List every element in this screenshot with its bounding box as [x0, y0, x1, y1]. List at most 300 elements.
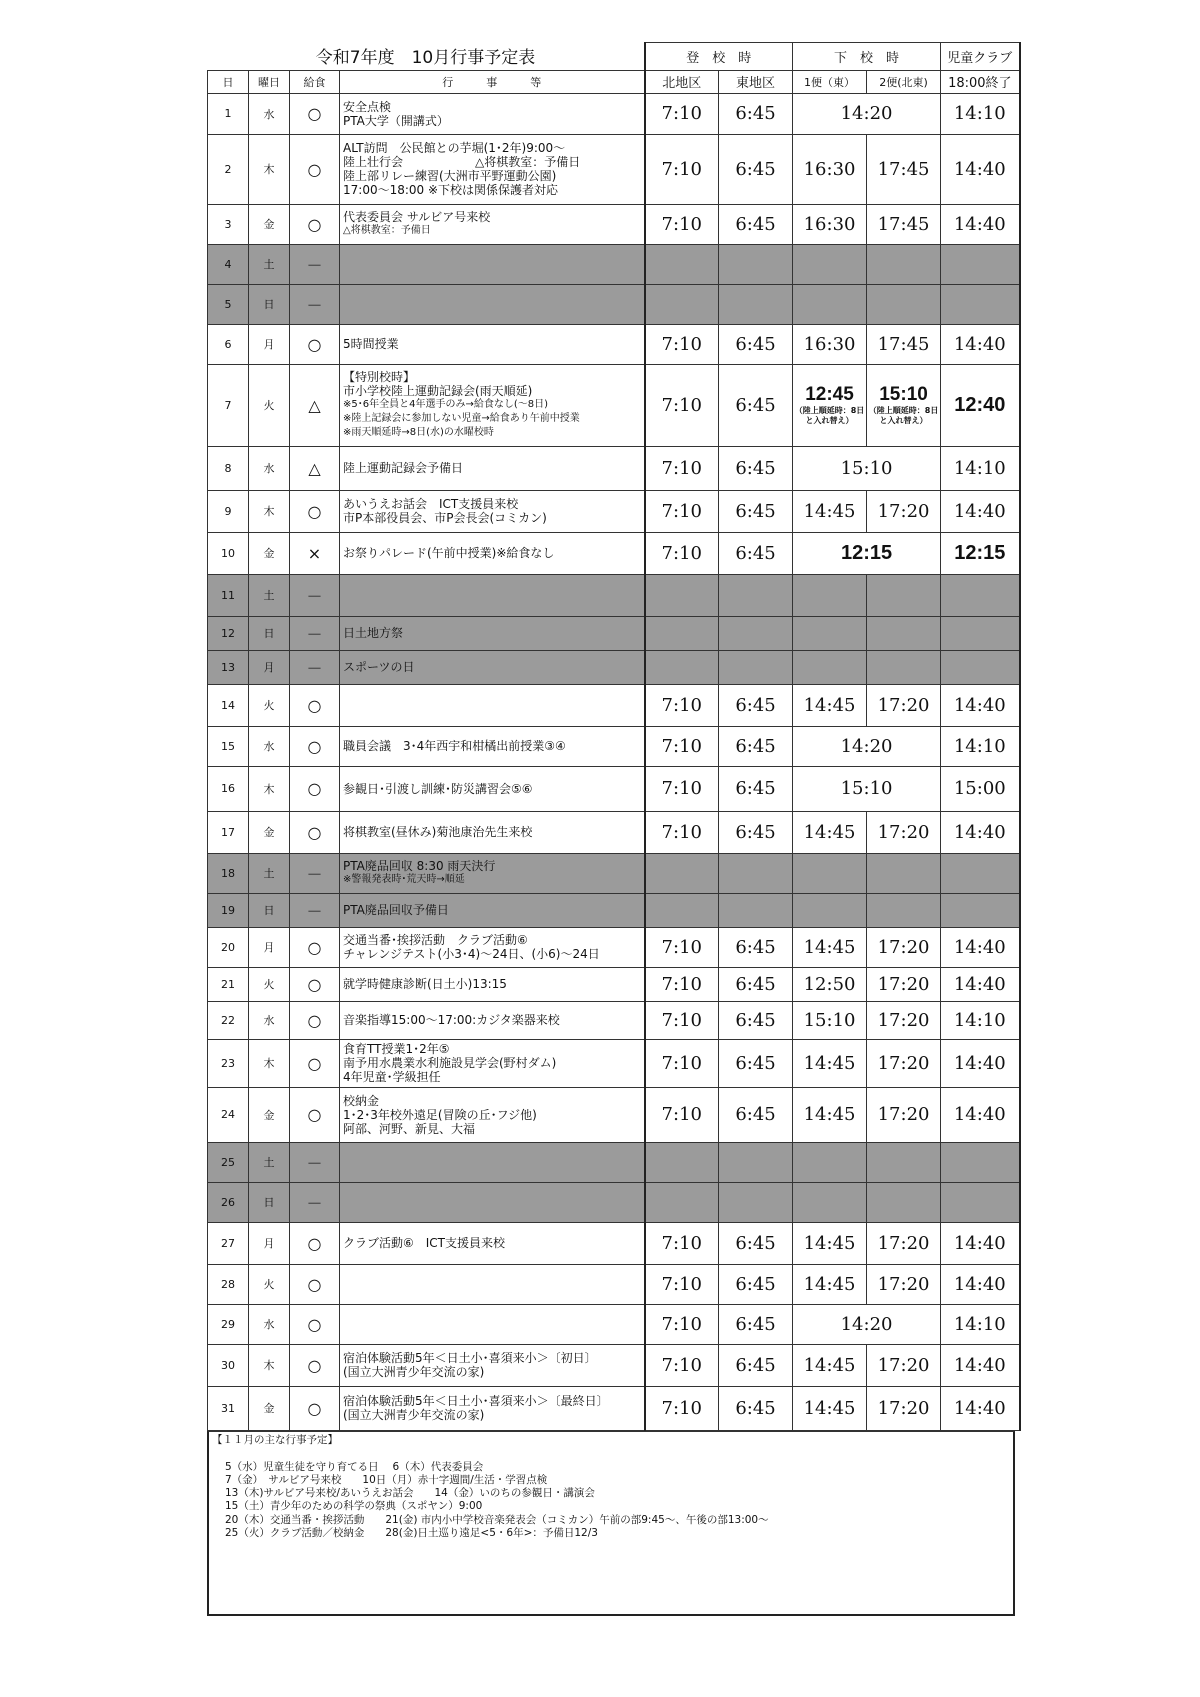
- weekday-cell: 月: [249, 927, 290, 967]
- bus1-header: 1便（東）: [793, 70, 867, 93]
- table-row: [208, 616, 1020, 650]
- lunch-cell: －: [290, 650, 340, 684]
- club-cell: [941, 1142, 1020, 1182]
- bus1-cell: 14:45: [793, 1386, 867, 1430]
- table-row: [208, 811, 1020, 853]
- north-arrival-cell: 7:10: [645, 811, 719, 853]
- day-cell: 16: [208, 766, 249, 811]
- club-cell: 14:10: [941, 446, 1020, 490]
- event-line: 日土地方祭: [343, 626, 404, 640]
- event-line: 宿泊体験活動5年＜日土小･喜須来小＞〔最終日〕: [343, 1394, 609, 1408]
- bus2-cell: [867, 284, 941, 324]
- day-cell: 27: [208, 1222, 249, 1264]
- table-row: [208, 1304, 1020, 1344]
- events-header: 行 事 等: [340, 70, 645, 93]
- east-arrival-cell: 6:45: [719, 532, 793, 574]
- event-line: 職員会議 3･4年西宇和柑橘出前授業③④: [343, 739, 566, 753]
- north-arrival-cell: 7:10: [645, 927, 719, 967]
- weekday-cell: 日: [249, 616, 290, 650]
- weekday-cell: 土: [249, 574, 290, 616]
- bus2-cell: [867, 1142, 941, 1182]
- lunch-cell: ○: [290, 324, 340, 364]
- club-cell: 14:40: [941, 927, 1020, 967]
- club-cell: [941, 244, 1020, 284]
- bus1-cell: 15:10: [793, 1001, 867, 1039]
- events-cell: [340, 1264, 645, 1304]
- weekday-cell: 水: [249, 93, 290, 134]
- event-line: 市小学校陸上運動記録会(雨天順延): [343, 384, 533, 398]
- day-cell: 19: [208, 893, 249, 927]
- north-arrival-cell: 7:10: [645, 1264, 719, 1304]
- north-cell: [645, 574, 719, 616]
- club-cell: 14:40: [941, 1222, 1020, 1264]
- dismissal-cell: 14:20: [793, 1304, 941, 1344]
- east-arrival-cell: 6:45: [719, 324, 793, 364]
- club-cell: 14:40: [941, 1087, 1020, 1142]
- weekday-cell: 水: [249, 1001, 290, 1039]
- east-arrival-cell: 6:45: [719, 446, 793, 490]
- lunch-cell: ○: [290, 927, 340, 967]
- events-cell: [340, 927, 645, 967]
- events-cell: [340, 1386, 645, 1430]
- lunch-cell: ○: [290, 726, 340, 766]
- club-cell: [941, 893, 1020, 927]
- lunch-cell: －: [290, 1182, 340, 1222]
- event-line: クラブ活動⑥ ICT支援員来校: [343, 1236, 506, 1250]
- event-line: △将棋教室：予備日: [343, 225, 431, 236]
- club-cell: 14:40: [941, 204, 1020, 244]
- table-row: [208, 967, 1020, 1001]
- dismissal-time: 15:10: [879, 384, 928, 405]
- note-line: 7（金） サルビア号来校 10日（月）赤十字週間/生活・学習点検: [225, 1473, 548, 1486]
- club-cell: 14:40: [941, 811, 1020, 853]
- bus1-cell: 14:45: [793, 927, 867, 967]
- club-cell: 14:40: [941, 1264, 1020, 1304]
- east-arrival-cell: 6:45: [719, 967, 793, 1001]
- club-cell: 14:10: [941, 1001, 1020, 1039]
- event-line: (国立大洲青少年交流の家): [343, 1408, 485, 1422]
- weekday-cell: 木: [249, 766, 290, 811]
- page-title: 令和7年度 10月行事予定表: [315, 47, 536, 68]
- east-arrival-cell: 6:45: [719, 1087, 793, 1142]
- bus2-cell: 17:20: [867, 1386, 941, 1430]
- east-cell: [719, 616, 793, 650]
- bus1-cell: 14:45: [793, 490, 867, 532]
- north-header: 北地区: [645, 70, 719, 93]
- north-arrival-cell: 7:10: [645, 684, 719, 726]
- events-cell: [340, 446, 645, 490]
- event-line: 音楽指導15:00～17:00:カジタ楽器来校: [343, 1013, 560, 1027]
- bus2-cell: 17:20: [867, 1001, 941, 1039]
- weekday-cell: 木: [249, 490, 290, 532]
- events-cell: [340, 1142, 645, 1182]
- east-arrival-cell: 6:45: [719, 1344, 793, 1386]
- club-cell: [941, 284, 1020, 324]
- weekday-cell: 木: [249, 134, 290, 204]
- weekday-cell: 月: [249, 1222, 290, 1264]
- weekday-cell: 火: [249, 967, 290, 1001]
- north-arrival-cell: 7:10: [645, 1087, 719, 1142]
- day-cell: 14: [208, 684, 249, 726]
- day-cell: 17: [208, 811, 249, 853]
- club-end-header: 18:00終了: [941, 70, 1020, 93]
- events-cell: [340, 650, 645, 684]
- table-row: [208, 726, 1020, 766]
- bus2-header: 2便(北東): [867, 70, 941, 93]
- day-cell: 4: [208, 244, 249, 284]
- day-cell: 2: [208, 134, 249, 204]
- day-cell: 7: [208, 364, 249, 446]
- lunch-cell: －: [290, 1142, 340, 1182]
- event-line: ※雨天順延時→8日(水)の水曜校時: [343, 427, 494, 438]
- weekday-cell: 金: [249, 532, 290, 574]
- bus1-cell: [793, 1182, 867, 1222]
- bus1-cell: 14:45: [793, 1344, 867, 1386]
- lunch-cell: ×: [290, 532, 340, 574]
- day-cell: 25: [208, 1142, 249, 1182]
- day-cell: 15: [208, 726, 249, 766]
- table-row: [208, 364, 1020, 446]
- event-line: 1･2･3年校外遠足(冒険の丘･フジ他): [343, 1107, 537, 1122]
- bus2-cell: [867, 650, 941, 684]
- events-cell: [340, 134, 645, 204]
- event-line: スポーツの日: [343, 660, 415, 674]
- table-row: [208, 93, 1020, 134]
- day-cell: 1: [208, 93, 249, 134]
- lunch-cell: ○: [290, 1386, 340, 1430]
- table-row: [208, 574, 1020, 616]
- events-cell: [340, 204, 645, 244]
- table-row: [208, 446, 1020, 490]
- event-line: 5時間授業: [343, 337, 399, 351]
- weekday-cell: 金: [249, 204, 290, 244]
- table-row: [208, 684, 1020, 726]
- lunch-cell: －: [290, 853, 340, 893]
- weekday-cell: 火: [249, 1264, 290, 1304]
- club-cell: [941, 616, 1020, 650]
- table-row: [208, 1264, 1020, 1304]
- bus2-cell: 17:20: [867, 1039, 941, 1087]
- bus2-cell: [867, 244, 941, 284]
- table-row: [208, 1039, 1020, 1087]
- table-row: [208, 1386, 1020, 1430]
- events-cell: [340, 1222, 645, 1264]
- events-cell: [340, 1039, 645, 1087]
- table-row: [208, 244, 1020, 284]
- dismissal-time: 12:45: [805, 384, 854, 405]
- table-row: [208, 284, 1020, 324]
- weekday-cell: 日: [249, 893, 290, 927]
- bus1-cell: [793, 650, 867, 684]
- east-arrival-cell: 6:45: [719, 1304, 793, 1344]
- event-line: 校納金: [343, 1093, 380, 1108]
- bus1-cell: 14:45: [793, 1222, 867, 1264]
- schedule-table: [207, 42, 1021, 1431]
- club-header: 児童クラブ: [941, 43, 1020, 71]
- weekday-cell: 月: [249, 324, 290, 364]
- event-line: 交通当番･挨拶活動 クラブ活動⑥: [343, 933, 528, 947]
- east-arrival-cell: 6:45: [719, 490, 793, 532]
- east-arrival-cell: 6:45: [719, 927, 793, 967]
- weekday-cell: 水: [249, 1304, 290, 1344]
- lunch-cell: －: [290, 616, 340, 650]
- north-arrival-cell: 7:10: [645, 1304, 719, 1344]
- weekday-cell: 木: [249, 1344, 290, 1386]
- bus1-cell: 14:45: [793, 684, 867, 726]
- event-line: 参観日･引渡し訓練･防災講習会⑤⑥: [343, 781, 533, 796]
- lunch-cell: ○: [290, 1039, 340, 1087]
- lunch-cell: ○: [290, 811, 340, 853]
- club-cell: 14:10: [941, 726, 1020, 766]
- club-cell: 14:40: [941, 1386, 1020, 1430]
- weekday-cell: 土: [249, 244, 290, 284]
- north-arrival-cell: 7:10: [645, 1222, 719, 1264]
- day-cell: 3: [208, 204, 249, 244]
- club-cell: 14:40: [941, 324, 1020, 364]
- weekday-cell: 土: [249, 1142, 290, 1182]
- bus1-cell: [793, 893, 867, 927]
- dismissal-cell: 15:10: [793, 446, 941, 490]
- north-arrival-cell: 7:10: [645, 532, 719, 574]
- bus2-cell: 17:20: [867, 490, 941, 532]
- lunch-cell: ○: [290, 1001, 340, 1039]
- day-cell: 6: [208, 324, 249, 364]
- bus1-cell: 14:45: [793, 811, 867, 853]
- club-cell: 14:40: [941, 490, 1020, 532]
- bus2-cell: [867, 1182, 941, 1222]
- table-row: [208, 766, 1020, 811]
- event-line: 【特別校時】: [343, 370, 416, 384]
- bus1-cell: [793, 284, 867, 324]
- bus2-cell: 17:20: [867, 1087, 941, 1142]
- bus1-cell: [793, 244, 867, 284]
- north-arrival-cell: 7:10: [645, 324, 719, 364]
- event-line: お祭りパレード(午前中授業)※給食なし: [343, 546, 555, 560]
- bus1-cell: 14:45: [793, 1264, 867, 1304]
- weekday-cell: 水: [249, 726, 290, 766]
- weekday-cell: 土: [249, 853, 290, 893]
- event-line: 市P本部役員会、市P会長会(コミカン): [343, 511, 547, 525]
- lunch-cell: △: [290, 364, 340, 446]
- north-arrival-cell: 7:10: [645, 1001, 719, 1039]
- bus2-cell: [867, 574, 941, 616]
- weekday-cell: 月: [249, 650, 290, 684]
- east-cell: [719, 244, 793, 284]
- events-cell: [340, 532, 645, 574]
- note-line: 15（土）青少年のための科学の祭典（スポヤン）9:00: [225, 1500, 483, 1513]
- club-cell: 14:40: [941, 1039, 1020, 1087]
- day-cell: 13: [208, 650, 249, 684]
- table-row: [208, 490, 1020, 532]
- day-cell: 29: [208, 1304, 249, 1344]
- bus2-cell: [867, 893, 941, 927]
- east-arrival-cell: 6:45: [719, 811, 793, 853]
- weekday-cell: 日: [249, 284, 290, 324]
- events-cell: [340, 1001, 645, 1039]
- east-arrival-cell: 6:45: [719, 1222, 793, 1264]
- event-line: ※5･6年全員と4年選手のみ→給食なし(～8日): [343, 399, 549, 410]
- day-cell: 31: [208, 1386, 249, 1430]
- bus2-cell: 17:20: [867, 927, 941, 967]
- lunch-cell: －: [290, 574, 340, 616]
- lunch-cell: ○: [290, 1087, 340, 1142]
- bus2-cell: [867, 853, 941, 893]
- table-row: [208, 893, 1020, 927]
- north-arrival-cell: 7:10: [645, 490, 719, 532]
- weekday-cell: 金: [249, 1386, 290, 1430]
- day-cell: 24: [208, 1087, 249, 1142]
- east-arrival-cell: 6:45: [719, 1386, 793, 1430]
- weekday-cell: 火: [249, 684, 290, 726]
- north-cell: [645, 244, 719, 284]
- club-cell: 14:40: [941, 1344, 1020, 1386]
- weekday-cell: 火: [249, 364, 290, 446]
- table-row: [208, 1142, 1020, 1182]
- event-line: ※陸上記録会に参加しない児童→給食あり午前中授業: [343, 413, 580, 424]
- bus1-cell: 16:30: [793, 324, 867, 364]
- bus2-cell: 17:20: [867, 1344, 941, 1386]
- event-line: 陸上運動記録会予備日: [343, 461, 464, 475]
- day-cell: 9: [208, 490, 249, 532]
- day-cell: 11: [208, 574, 249, 616]
- club-cell: 15:00: [941, 766, 1020, 811]
- lunch-cell: ○: [290, 684, 340, 726]
- bus2-cell: [867, 616, 941, 650]
- lunch-cell: ○: [290, 490, 340, 532]
- east-cell: [719, 574, 793, 616]
- day-cell: 20: [208, 927, 249, 967]
- event-line: 将棋教室(昼休み)菊池康治先生来校: [343, 825, 533, 839]
- events-cell: [340, 616, 645, 650]
- north-arrival-cell: 7:10: [645, 1039, 719, 1087]
- event-line: PTA廃品回収 8:30 雨天決行: [343, 859, 496, 873]
- bus1-cell: [793, 364, 867, 446]
- east-arrival-cell: 6:45: [719, 93, 793, 134]
- lunch-cell: △: [290, 446, 340, 490]
- club-cell: 14:40: [941, 134, 1020, 204]
- north-cell: [645, 853, 719, 893]
- dismissal-cell: 14:20: [793, 726, 941, 766]
- lunch-cell: ○: [290, 134, 340, 204]
- day-cell: 8: [208, 446, 249, 490]
- club-cell: 14:40: [941, 967, 1020, 1001]
- east-arrival-cell: 6:45: [719, 134, 793, 204]
- note-line: 25（火）クラブ活動／校納金 28(金)日土巡り遠足<5・6年>：予備日12/3: [225, 1526, 598, 1539]
- events-cell: [340, 1182, 645, 1222]
- lunch-cell: －: [290, 893, 340, 927]
- club-cell: 12:15: [941, 532, 1020, 574]
- bus2-cell: 17:20: [867, 1222, 941, 1264]
- north-cell: [645, 284, 719, 324]
- table-row: [208, 1087, 1020, 1142]
- weekday-cell: 日: [249, 1182, 290, 1222]
- events-cell: [340, 93, 645, 134]
- day-cell: 5: [208, 284, 249, 324]
- event-line: 陸上部リレー練習(大洲市平野運動公園): [343, 169, 557, 183]
- table-row: [208, 1182, 1020, 1222]
- events-cell: [340, 324, 645, 364]
- day-cell: 10: [208, 532, 249, 574]
- event-line: 就学時健康診断(日土小)13:15: [343, 977, 507, 991]
- club-cell: 14:40: [941, 684, 1020, 726]
- events-cell: [340, 853, 645, 893]
- north-arrival-cell: 7:10: [645, 93, 719, 134]
- north-cell: [645, 650, 719, 684]
- events-cell: [340, 364, 645, 446]
- bus2-cell: 17:45: [867, 324, 941, 364]
- event-line: 陸上壮行会 △将棋教室：予備日: [343, 155, 581, 169]
- event-line: 食育TT授業1･2年⑤: [343, 1042, 450, 1056]
- day-cell: 28: [208, 1264, 249, 1304]
- day-header: 日: [208, 70, 249, 93]
- schedule-sheet: [207, 42, 1019, 1616]
- lunch-cell: －: [290, 284, 340, 324]
- events-cell: [340, 1344, 645, 1386]
- north-cell: [645, 1142, 719, 1182]
- day-cell: 12: [208, 616, 249, 650]
- event-line: 4年児童･学級担任: [343, 1070, 441, 1084]
- north-arrival-cell: 7:10: [645, 1344, 719, 1386]
- note-line: 13（木)サルビア号来校/あいうえお話会 14（金）いのちの参観日・講演会: [225, 1487, 595, 1500]
- events-cell: [340, 490, 645, 532]
- events-cell: [340, 766, 645, 811]
- weekday-cell: 木: [249, 1039, 290, 1087]
- table-row: [208, 324, 1020, 364]
- club-cell: 14:10: [941, 93, 1020, 134]
- north-arrival-cell: 7:10: [645, 446, 719, 490]
- day-cell: 18: [208, 853, 249, 893]
- bus2-cell: 17:20: [867, 1264, 941, 1304]
- event-line: 代表委員会 サルビア号来校: [343, 210, 491, 224]
- lunch-cell: ○: [290, 204, 340, 244]
- bus2-cell: 17:45: [867, 204, 941, 244]
- east-arrival-cell: 6:45: [719, 364, 793, 446]
- weekday-cell: 水: [249, 446, 290, 490]
- east-cell: [719, 853, 793, 893]
- table-row: [208, 204, 1020, 244]
- lunch-header: 給食: [290, 70, 340, 93]
- club-cell: [941, 1182, 1020, 1222]
- event-line: チャレンジテスト(小3･4)～24日、(小6)～24日: [343, 947, 600, 961]
- day-cell: 26: [208, 1182, 249, 1222]
- event-line: ※警報発表時･荒天時→順延: [343, 874, 465, 885]
- bus1-cell: 14:45: [793, 1087, 867, 1142]
- bus1-cell: [793, 1142, 867, 1182]
- bus1-cell: 16:30: [793, 134, 867, 204]
- east-arrival-cell: 6:45: [719, 726, 793, 766]
- bus1-cell: 12:50: [793, 967, 867, 1001]
- east-arrival-cell: 6:45: [719, 1264, 793, 1304]
- event-line: あいうえお話会 ICT支援員来校: [343, 497, 519, 511]
- events-cell: [340, 244, 645, 284]
- lunch-cell: ○: [290, 766, 340, 811]
- table-row: [208, 1222, 1020, 1264]
- event-line: PTA大学（開講式）: [343, 113, 449, 128]
- bus2-cell: 17:45: [867, 134, 941, 204]
- events-cell: [340, 893, 645, 927]
- east-cell: [719, 893, 793, 927]
- arrival-header: 登 校 時: [645, 43, 793, 71]
- event-line: PTA廃品回収予備日: [343, 903, 449, 917]
- note-line: 20（木）交通当番・挨拶活動 21(金) 市内小中学校音楽発表会（コミカン）午前の部9:45～、午後の部13:00～: [225, 1513, 769, 1526]
- day-cell: 21: [208, 967, 249, 1001]
- bus2-cell: 17:20: [867, 967, 941, 1001]
- events-cell: [340, 1304, 645, 1344]
- lunch-cell: ○: [290, 1264, 340, 1304]
- east-arrival-cell: 6:45: [719, 1001, 793, 1039]
- bus2-cell: 17:20: [867, 811, 941, 853]
- events-cell: [340, 574, 645, 616]
